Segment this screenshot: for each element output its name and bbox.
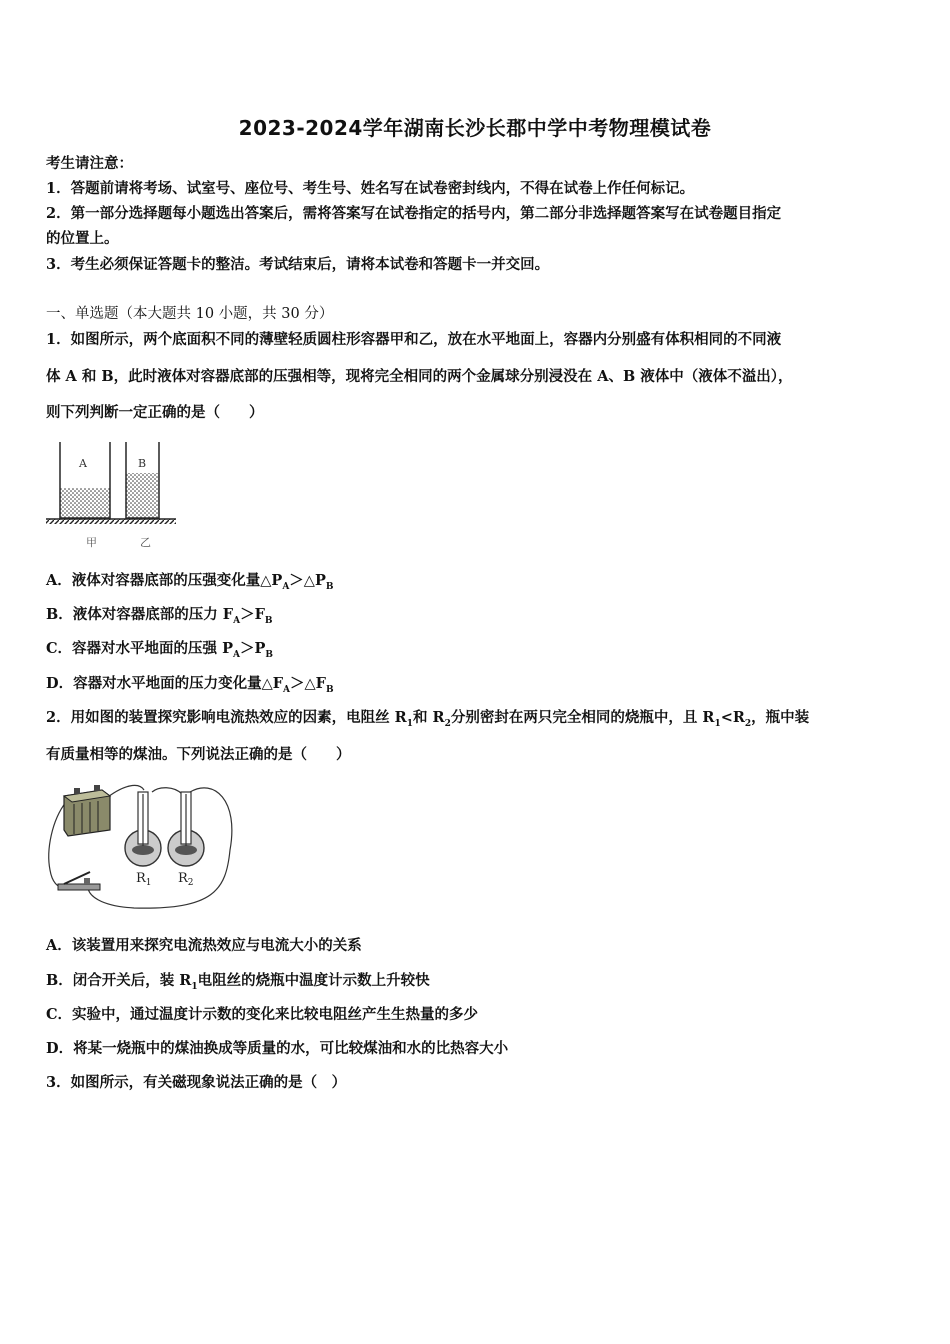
q1-option-c: C．容器对水平地面的压强 $P_A>P_B$	[46, 640, 273, 660]
liquid-a	[60, 488, 110, 518]
flask-r1	[125, 792, 161, 866]
q1-stem-line1: 1．如图所示，两个底面积不同的薄壁轻质圆柱形容器甲和乙，放在水平地面上，容器内分别盛有体积相同的不同液	[46, 331, 782, 348]
label-r2: $R_2$	[178, 871, 194, 888]
label-yi: 乙	[140, 536, 151, 549]
q2-option-c: C．实验中，通过温度计示数的变化来比较电阻丝产生生热量的多少	[46, 1006, 479, 1023]
liquid-b	[126, 473, 159, 518]
label-b: B	[138, 457, 147, 470]
notice-item-2-cont: 的位置上。	[46, 230, 119, 247]
q1-stem-line3: 则下列判断一定正确的是（ ）	[46, 404, 264, 421]
q2-stem-line2: 有质量相等的煤油。下列说法正确的是（ ）	[46, 746, 351, 763]
page-title: 2023-2024学年湖南长沙长郡中学中考物理模试卷	[238, 116, 712, 140]
flask-r2	[168, 792, 204, 866]
q2-figure	[44, 780, 234, 915]
q2-option-b: B．闭合开关后，装 $R_1$电阻丝的烧瓶中温度计示数上升较快	[46, 972, 430, 992]
q1-option-a: A．液体对容器底部的压强变化量$\triangle P_A>\triangle P_B$	[46, 572, 334, 592]
label-a: A	[79, 457, 87, 470]
q1-figure	[44, 440, 179, 552]
q1-option-b: B．液体对容器底部的压力 $F_A>F_B$	[46, 606, 273, 626]
wire-top-mid	[152, 788, 182, 794]
q2-option-a: A．该装置用来探究电流热效应与电流大小的关系	[46, 937, 362, 954]
notice-heading: 考生请注意：	[46, 155, 133, 172]
battery-icon	[64, 785, 110, 836]
ground-hatch	[46, 519, 176, 524]
q1-stem-line2: 体 A 和 B，此时液体对容器底部的压强相等，现将完全相同的两个金属球分别浸没在 A、B 液体中（液体不溢出），	[46, 368, 793, 385]
notice-item-2: 2．第一部分选择题每小题选出答案后，需将答案写在试卷指定的括号内，第二部分非选择题答案写在试卷题目指定	[46, 205, 782, 222]
section-heading: 一、单选题（本大题共 10 小题，共 30 分）	[46, 306, 334, 322]
notice-item-3: 3．考生必须保证答题卡的整洁。考试结束后，请将本试卷和答题卡一并交回。	[46, 256, 550, 273]
q1-option-d: D．容器对水平地面的压力变化量$\triangle F_A>\triangle F_B$	[46, 675, 334, 695]
switch-icon	[58, 872, 100, 890]
q2-stem-line1: 2．用如图的装置探究影响电流热效应的因素，电阻丝 $R_1$和 $R_2$分别密封在两只完全相同的烧瓶中，且 $R_1<R_2$，瓶中装	[46, 709, 810, 729]
q3-stem: 3．如图所示，有关磁现象说法正确的是（ ）	[46, 1074, 347, 1091]
label-r1: $R_1$	[136, 871, 152, 888]
q2-option-d: D．将某一烧瓶中的煤油换成等质量的水，可比较煤油和水的比热容大小	[46, 1040, 509, 1057]
label-jia: 甲	[86, 536, 97, 549]
notice-item-1: 1．答题前请将考场、试室号、座位号、考生号、姓名写在试卷密封线内，不得在试卷上作任何标记。	[46, 180, 695, 197]
